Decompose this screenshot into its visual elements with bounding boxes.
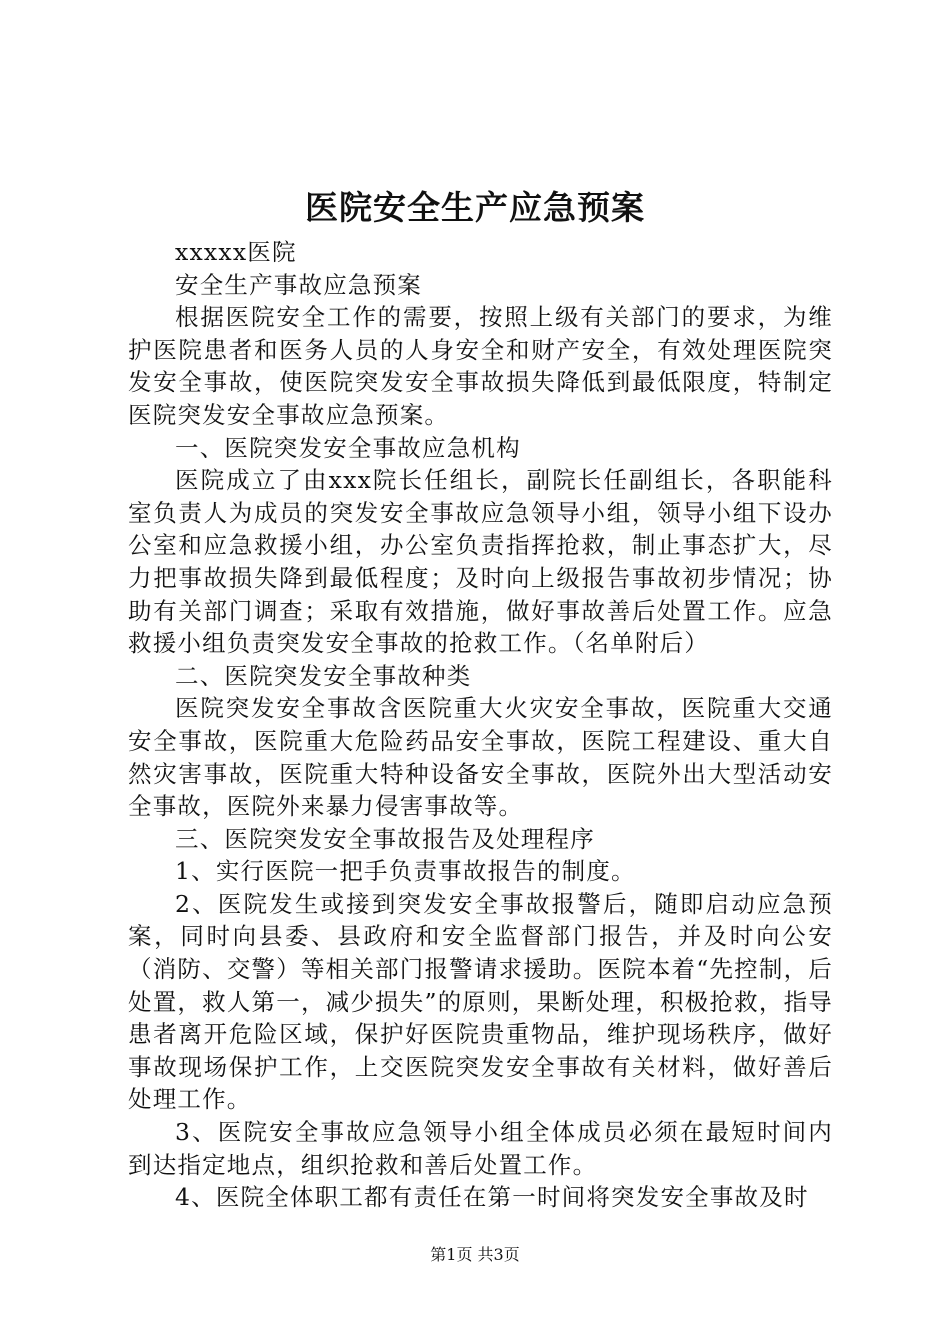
section-heading-1: 一、医院突发安全事故应急机构 bbox=[175, 433, 521, 462]
section-1-paragraph: 医院成立了由xxx院长任组长，副院长任副组长，各职能科室负责人为成员的突发安全事故应急领导小组，领导小组下设办公室和应急救援小组，办公室负责指挥抢救，制止事态扩大，尽力把事故损失降到最低程度；及时向上级报告事故初步情况；协助有关部门调查；采取有效措施，做好事故善后处置工作。应急救援小组负责突发安全事故的抢救工作。（名单附后） bbox=[128, 466, 833, 658]
section-2-paragraph: 医院突发安全事故含医院重大火灾安全事故，医院重大交通安全事故，医院重大危险药品安全事故，医院工程建设、重大自然灾害事故，医院重大特种设备安全事故，医院外出大型活动安全事故，医院外来暴力侵害事故等。 bbox=[128, 694, 833, 821]
plan-subtitle: 安全生产事故应急预案 bbox=[175, 270, 422, 299]
document-body bbox=[128, 236, 833, 1214]
procedure-item-1: 1、实行医院一把手负责事故报告的制度。 bbox=[175, 857, 636, 886]
hospital-name: xxxxx医院 bbox=[175, 238, 297, 266]
page-footer: 第1页 共3页 bbox=[430, 1245, 520, 1264]
procedure-item-3: 3、医院安全事故应急领导小组全体成员必须在最短时间内到达指定地点，组织抢救和善后处置工作。 bbox=[128, 1118, 833, 1179]
intro-paragraph: 根据医院安全工作的需要，按照上级有关部门的要求，为维护医院患者和医务人员的人身安全和财产安全，有效处理医院突发安全事故，使医院突发安全事故损失降低到最低限度，特制定医院突发安全事故应急预案。 bbox=[128, 303, 833, 429]
document-title: 医院安全生产应急预案 bbox=[305, 188, 645, 227]
section-heading-3: 三、医院突发安全事故报告及处理程序 bbox=[175, 824, 595, 853]
section-heading-2: 二、医院突发安全事故种类 bbox=[175, 661, 472, 690]
procedure-item-4: 4、医院全体职工都有责任在第一时间将突发安全事故及时 bbox=[175, 1183, 809, 1212]
procedure-item-2: 2、医院发生或接到突发安全事故报警后，随即启动应急预案，同时向县委、县政府和安全监督部门报告，并及时向公安（消防、交警）等相关部门报警请求援助。医院本着“先控制，后处置，救人第一，减少损失”的原则，果断处理，积极抢救，指导患者离开危险区域，保护好医院贵重物品，维护现场秩序，做好事故现场保护工作，上交医院突发安全事故有关材料，做好善后处理工作。 bbox=[128, 889, 833, 1114]
